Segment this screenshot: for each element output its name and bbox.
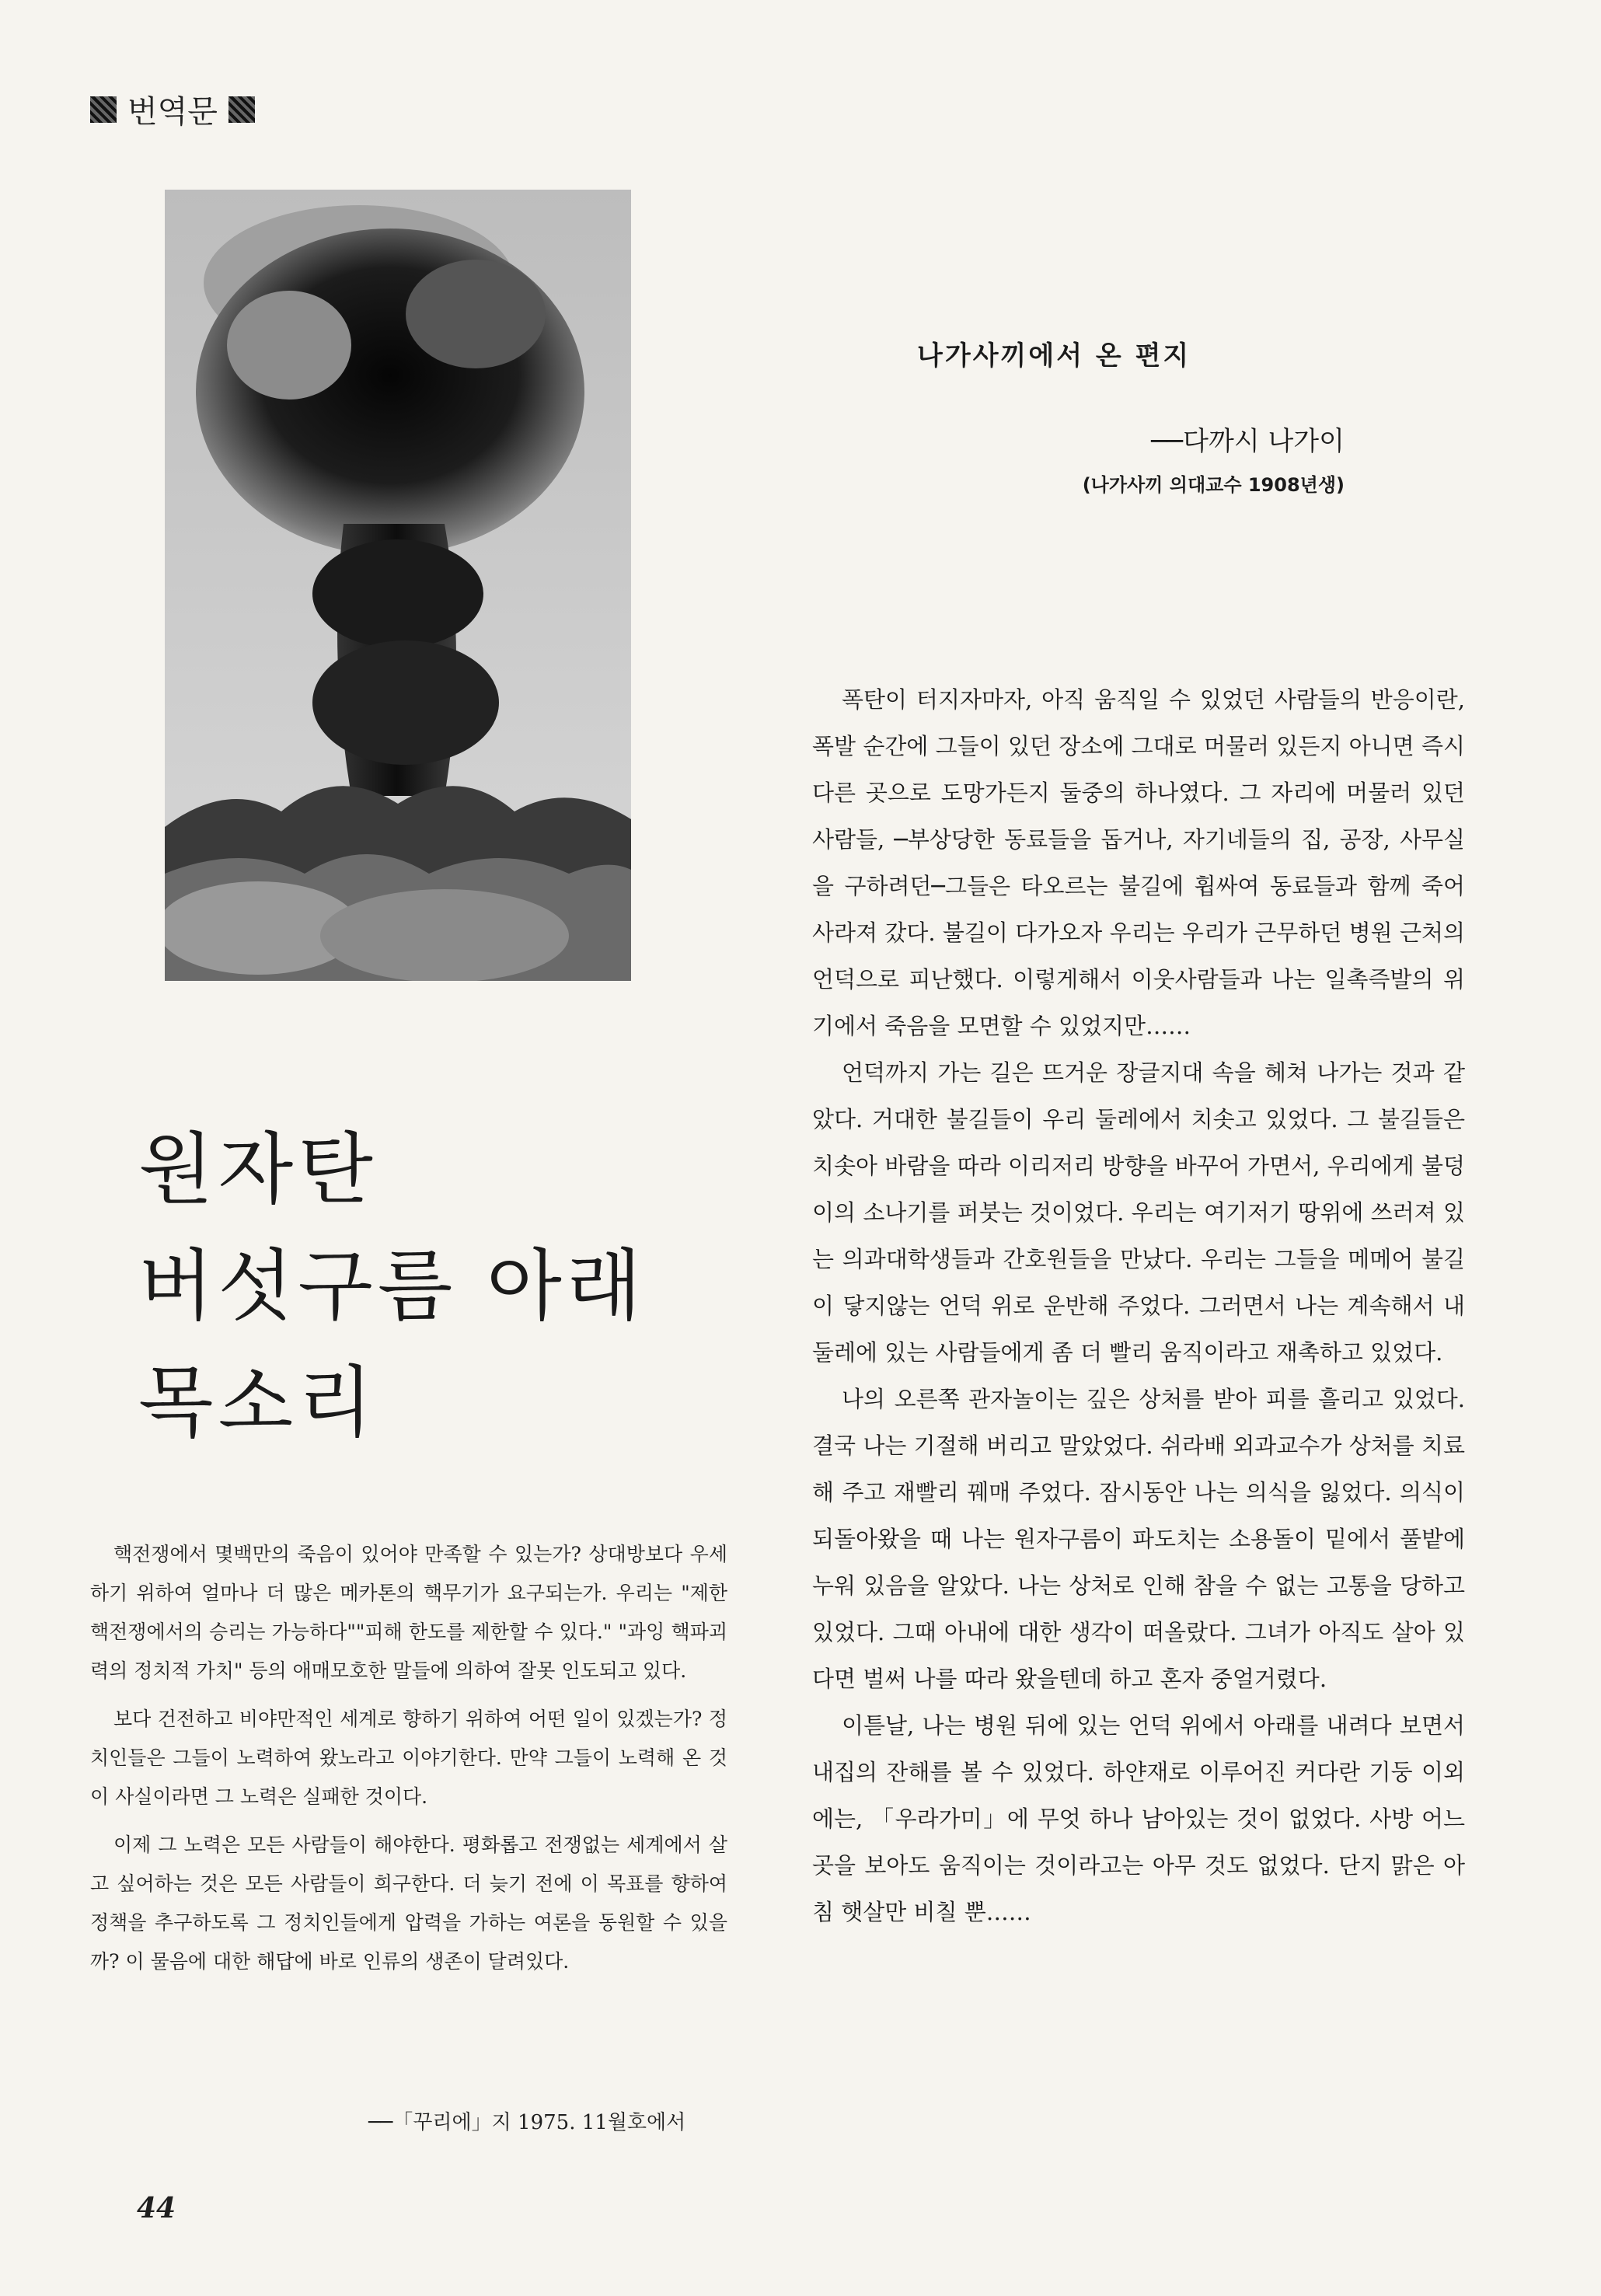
letter-paragraph: 폭탄이 터지자마자, 아직 움직일 수 있었던 사람들의 반응이란, 폭발 순간에 그들이 있던 장소에 그대로 머물러 있든지 아니면 즉시 다른 곳으로 도망가든지 둘중의 하나였다. 그 자리에 머물러 있던 사람들, ─부상당한 동료들을 돕거나, 자기네들의 집, 공장, 사무실을 구하려던─그들은 타오르는 불길에 휩싸여 동료들과 함께 죽어 사라져 갔다. 불길이 다가오자 우리는 우리가 근무하던 병원 근처의 언덕으로 피난했다. 이렇게해서 이웃사람들과 나는 일촉즉발의 위기에서 죽음을 모면할 수 있었지만…… — [812, 686, 1465, 1039]
headline-line: 원자탄 — [138, 1124, 378, 1215]
letter-paragraph: 이튿날, 나는 병원 뒤에 있는 언덕 위에서 아래를 내려다 보면서 내집의 잔해를 볼 수 있었다. 하얀재로 이루어진 커다란 기둥 이외에는, 「우라가미」에 무엇 하나 남아있는 것이 없었다. 사방 어느 곳을 보아도 움직이는 것이라고는 아무 것도 없었다. 단지 맑은 아침 햇살만 비칠 뿐…… — [812, 1712, 1465, 1925]
mushroom-cloud-image — [165, 190, 631, 981]
section-tag — [90, 87, 255, 131]
letter-body — [812, 676, 1465, 1935]
section-tag-label: 번역문 — [127, 94, 218, 130]
section-mark-icon — [228, 96, 255, 123]
letter-author: ──다까시 나가이 — [1151, 426, 1345, 457]
letter-paragraph: 나의 오른쪽 관자놀이는 깊은 상처를 받아 피를 흘리고 있었다. 결국 나는 기절해 버리고 말았었다. 쉬라배 외과교수가 상처를 치료해 주고 재빨리 꿰매 주었다. 잠시동안 나는 의식을 잃었다. 의식이 되돌아왔을 때 나는 원자구름이 파도치는 소용돌이 밑에서 풀밭에 누워 있음을 알았다. 나는 상처로 인해 참을 수 없는 고통을 당하고 있었다. 그때 아내에 대한 생각이 떠올랐다. 그녀가 아직도 살아 있다면 벌써 나를 따라 왔을텐데 하고 혼자 중얼거렸다. — [812, 1386, 1465, 1692]
source-citation: ──「꾸리에」지 1975. 11월호에서 — [368, 2111, 686, 2134]
intro-paragraph: 핵전쟁에서 몇백만의 죽음이 있어야 만족할 수 있는가? 상대방보다 우세하기 위하여 얼마나 더 많은 메카톤의 핵무기가 요구되는가. 우리는 "제한 핵전쟁에서의 승리는 가능하다""피해 한도를 제한할 수 있다." "과잉 핵파괴력의 정치적 가치" 등의 애매모호한 말들에 의하여 잘못 인도되고 있다. — [90, 1543, 727, 1682]
letter-paragraph: 언덕까지 가는 길은 뜨거운 장글지대 속을 헤쳐 나가는 것과 같았다. 거대한 불길들이 우리 둘레에서 치솟고 있었다. 그 불길들은 치솟아 바람을 따라 이리저리 방향을 바꾸어 가면서, 우리에게 불덩이의 소나기를 퍼붓는 것이었다. 우리는 여기저기 땅위에 쓰러져 있는 의과대학생들과 간호원들을 만났다. 우리는 그들을 메메어 불길이 닿지않는 언덕 위로 운반해 주었다. 그러면서 나는 계속해서 내 둘레에 있는 사람들에게 좀 더 빨리 움직이라고 재촉하고 있었다. — [812, 1059, 1465, 1366]
intro-paragraph: 이제 그 노력은 모든 사람들이 해야한다. 평화롭고 전쟁없는 세계에서 살고 싶어하는 것은 모든 사람들이 희구한다. 더 늦기 전에 이 목표를 향하여 정책을 추구하도록 그 정치인들에게 압력을 가하는 여론을 동원할 수 있을까? 이 물음에 대한 해답에 바로 인류의 생존이 달려있다. — [90, 1834, 727, 1973]
intro-text — [90, 1535, 727, 1991]
letter-affiliation: (나가사끼 의대교수 1908년생) — [1082, 474, 1345, 496]
page-number: 44 — [137, 2192, 176, 2224]
intro-paragraph: 보다 건전하고 비야만적인 세계로 향하기 위하여 어떤 일이 있겠는가? 정치인들은 그들이 노력하여 왔노라고 이야기한다. 만약 그들이 노력해 온 것이 사실이라면 그 노력은 실패한 것이다. — [90, 1708, 727, 1808]
headline — [138, 1111, 667, 1461]
headline-line: 목소리 — [138, 1357, 378, 1448]
mushroom-cloud-photo — [165, 190, 631, 981]
section-mark-icon — [90, 96, 117, 123]
headline-line: 버섯구름 아래 — [138, 1240, 647, 1331]
letter-title: 나가사끼에서 온 편지 — [917, 340, 1191, 372]
